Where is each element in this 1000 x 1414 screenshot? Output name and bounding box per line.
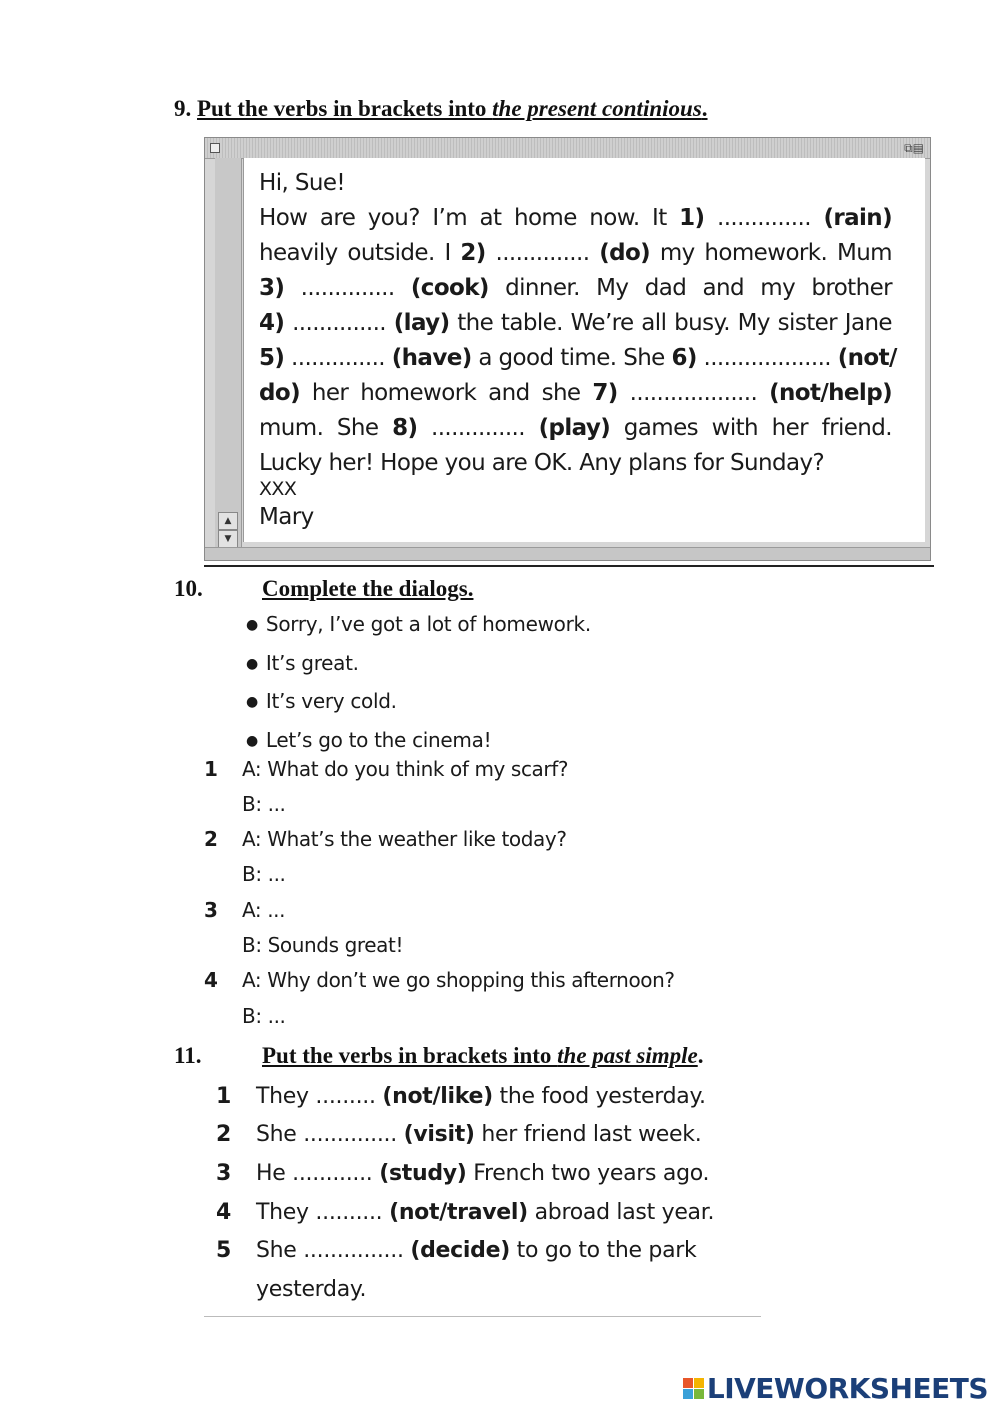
window-controls-icon[interactable]: ⧉▤ [904,141,924,155]
gap-7[interactable]: ................... [617,380,770,406]
logo-square [694,1378,704,1388]
letter-text [259,166,897,535]
logo-square [683,1389,693,1399]
item-sentence: They ......... (not/like) the food yesterday. [256,1084,706,1109]
item-number: 4 [216,1200,232,1225]
gap-5[interactable]: .............. [284,345,392,371]
letter-line-2: heavily outside. I 2) .............. (do) my homework. Mum [259,240,892,266]
section-number: 10. [174,576,203,601]
item-number: 1 [216,1084,232,1109]
gap[interactable]: She ............... [256,1238,411,1263]
scrollbar[interactable] [215,158,242,552]
divider [204,1316,761,1317]
section-11-title: Put the verbs in brackets into the past simple. [262,1043,704,1068]
gap-4[interactable]: .............. [284,310,394,336]
item-sentence-continuation: yesterday. [256,1277,367,1302]
letter-line-5: 5) .............. (have) a good time. She 6) ................... (not/ [259,345,897,371]
dialog-number: 3 [204,898,218,922]
dialog-line-b[interactable]: B: ... [242,862,286,886]
letter-greeting: Hi, Sue! [259,170,346,196]
logo-square [694,1389,704,1399]
letter-line-1: How are you? I’m at home now. It 1) .............. (rain) [259,205,892,231]
scroll-down-icon[interactable]: ▼ [218,530,238,548]
section-number: 11. [174,1043,202,1068]
logo-square [683,1378,693,1388]
item-number: 2 [216,1122,232,1147]
window-titlebar [205,138,930,159]
section-11-heading [174,1043,201,1069]
section-title: Put the verbs in brackets into the present continious. [197,96,708,121]
scroll-up-icon[interactable]: ▲ [218,512,238,530]
dialog-number: 2 [204,827,218,851]
dialog-line-b[interactable]: B: ... [242,792,286,816]
letter-signature: Mary [259,504,314,530]
gap-6[interactable]: ................... [696,345,838,371]
answer-options [246,607,591,761]
email-window [204,137,931,561]
item-sentence: She .............. (visit) her friend last week. [256,1122,702,1147]
letter-line-7: mum. She 8) .............. (play) games with her friend. [259,415,892,441]
item-sentence: She ............... (decide) to go to the park [256,1238,697,1263]
item-number: 5 [216,1238,232,1263]
dialog-line-a: A: What do you think of my scarf? [242,757,569,781]
item-sentence: They .......... (not/travel) abroad last year. [256,1200,715,1225]
dialog-line-a: A: Why don’t we go shopping this afternoon? [242,968,675,992]
dialog-line-b[interactable]: B: ... [242,1004,286,1028]
dialog-line-b: B: Sounds great! [242,933,404,957]
window-menu-icon[interactable] [210,143,220,153]
letter-line-3: 3) .............. (cook) dinner. My dad and my brother [259,275,892,301]
gap-8[interactable]: .............. [417,415,539,441]
gap[interactable]: They ......... [256,1084,383,1109]
gap-3[interactable]: .............. [284,275,411,301]
dialog-number: 1 [204,757,218,781]
option-item: ● Let’s go to the cinema! [246,723,591,762]
divider [204,565,934,567]
section-number: 9. [174,96,192,121]
gap-1[interactable]: .............. [704,205,824,231]
gap[interactable]: He ............ [256,1161,380,1186]
option-item: ● It’s very cold. [246,684,591,723]
letter-line-6: do) her homework and she 7) ................... (not/help) [259,380,892,406]
option-item: ● It’s great. [246,646,591,685]
gap[interactable]: She .............. [256,1122,404,1147]
letter-kisses: XXX [259,478,297,500]
dialog-number: 4 [204,968,218,992]
dialog-line-a[interactable]: A: ... [242,898,286,922]
logo-text: LIVEWORKSHEETS [706,1372,988,1405]
letter-line-4: 4) .............. (lay) the table. We’re all busy. My sister Jane [259,310,892,336]
logo-icon [683,1378,704,1399]
gap[interactable]: They .......... [256,1200,390,1225]
section-9-heading [174,96,708,122]
item-sentence: He ............ (study) French two years ago. [256,1161,710,1186]
gap-2[interactable]: .............. [485,240,600,266]
section-10-title: Complete the dialogs. [262,576,474,601]
letter-line-8: Lucky her! Hope you are OK. Any plans for Sunday? [259,450,825,476]
section-10-heading [174,576,203,602]
item-number: 3 [216,1161,232,1186]
window-status-bar [205,547,930,560]
dialog-line-a: A: What’s the weather like today? [242,827,567,851]
option-item: ● Sorry, I’ve got a lot of homework. [246,607,591,646]
liveworksheets-logo [683,1372,988,1405]
